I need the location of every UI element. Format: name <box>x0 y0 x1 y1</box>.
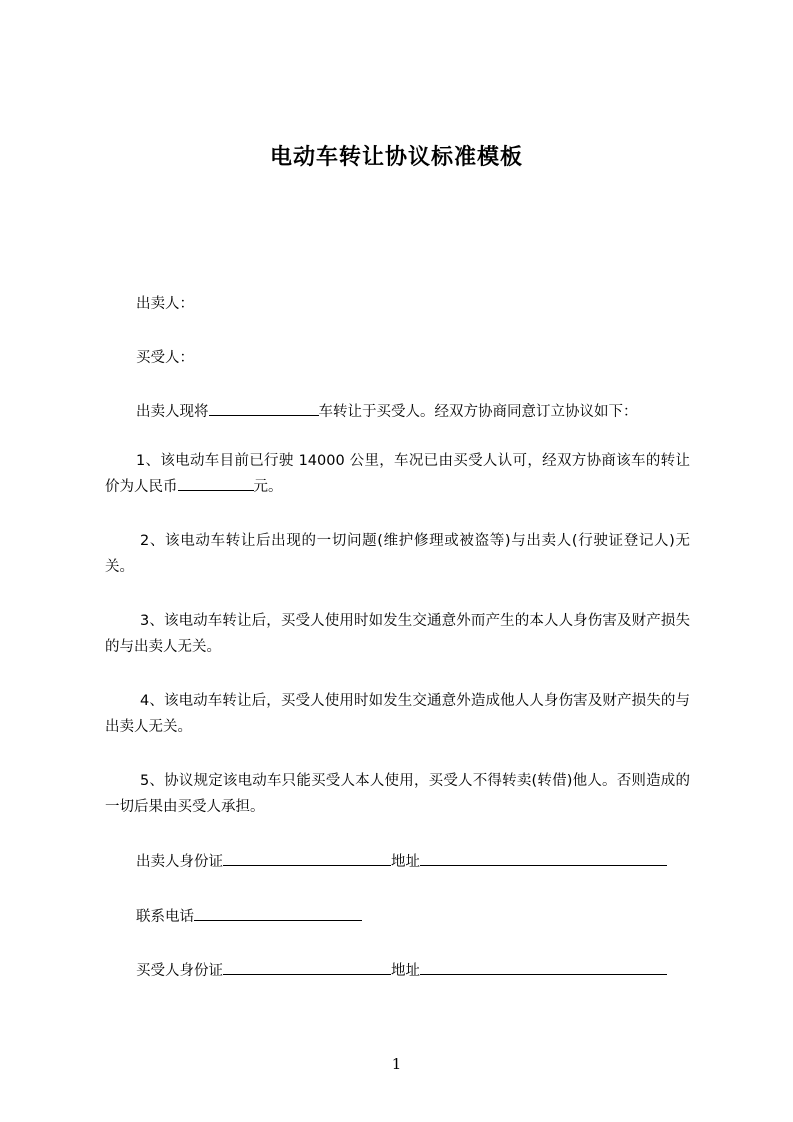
phone-label: 联系电话 <box>136 909 194 925</box>
clause-2: 2、该电动车转让后出现的一切问题(维护修理或被盗等)与出卖人(行驶证登记人)无关。 <box>105 533 690 575</box>
clause-1-after: 元。 <box>253 479 283 495</box>
buyer-id-label: 买受人身份证 <box>136 963 223 979</box>
clause-1 <box>105 448 690 500</box>
clause-3: 3、该电动车转让后，买受人使用时如发生交通意外而产生的本人人身伤害及财产损失的与出卖人无关。 <box>105 613 690 655</box>
phone-line <box>136 905 362 926</box>
intro-line <box>136 400 638 421</box>
seller-address-blank <box>420 851 667 866</box>
seller-address-label: 地址 <box>391 854 420 870</box>
seller-id-blank <box>223 851 391 866</box>
intro-after: 车转让于买受人。经双方协商同意订立协议如下： <box>318 404 638 420</box>
clause-5: 5、协议规定该电动车只能买受人本人使用，买受人不得转卖(转借)他人。否则造成的一切后果由买受人承担。 <box>105 773 690 815</box>
buyer-address-label: 地址 <box>391 963 420 979</box>
buyer-id-blank <box>223 960 391 975</box>
seller-label: 出卖人： <box>136 296 194 312</box>
vehicle-blank <box>209 401 319 416</box>
phone-blank <box>194 906 362 921</box>
buyer-address-blank <box>420 960 667 975</box>
price-blank <box>178 476 254 491</box>
document-title: 电动车转让协议标准模板 <box>269 145 523 170</box>
page-number: 1 <box>391 1055 402 1073</box>
buyer-id-line <box>136 959 667 980</box>
buyer-label: 买受人： <box>136 350 194 366</box>
clause-4: 4、该电动车转让后，买受人使用时如发生交通意外造成他人人身伤害及财产损失的与出卖人无关。 <box>105 693 690 735</box>
seller-id-label: 出卖人身份证 <box>136 854 223 870</box>
clause-1-before: 1、该电动车目前已行驶 14000 公里，车况已由买受人认可，经双方协商该车的转让价为人民币 <box>105 453 690 495</box>
intro-before: 出卖人现将 <box>136 404 209 420</box>
seller-id-line <box>136 850 667 871</box>
